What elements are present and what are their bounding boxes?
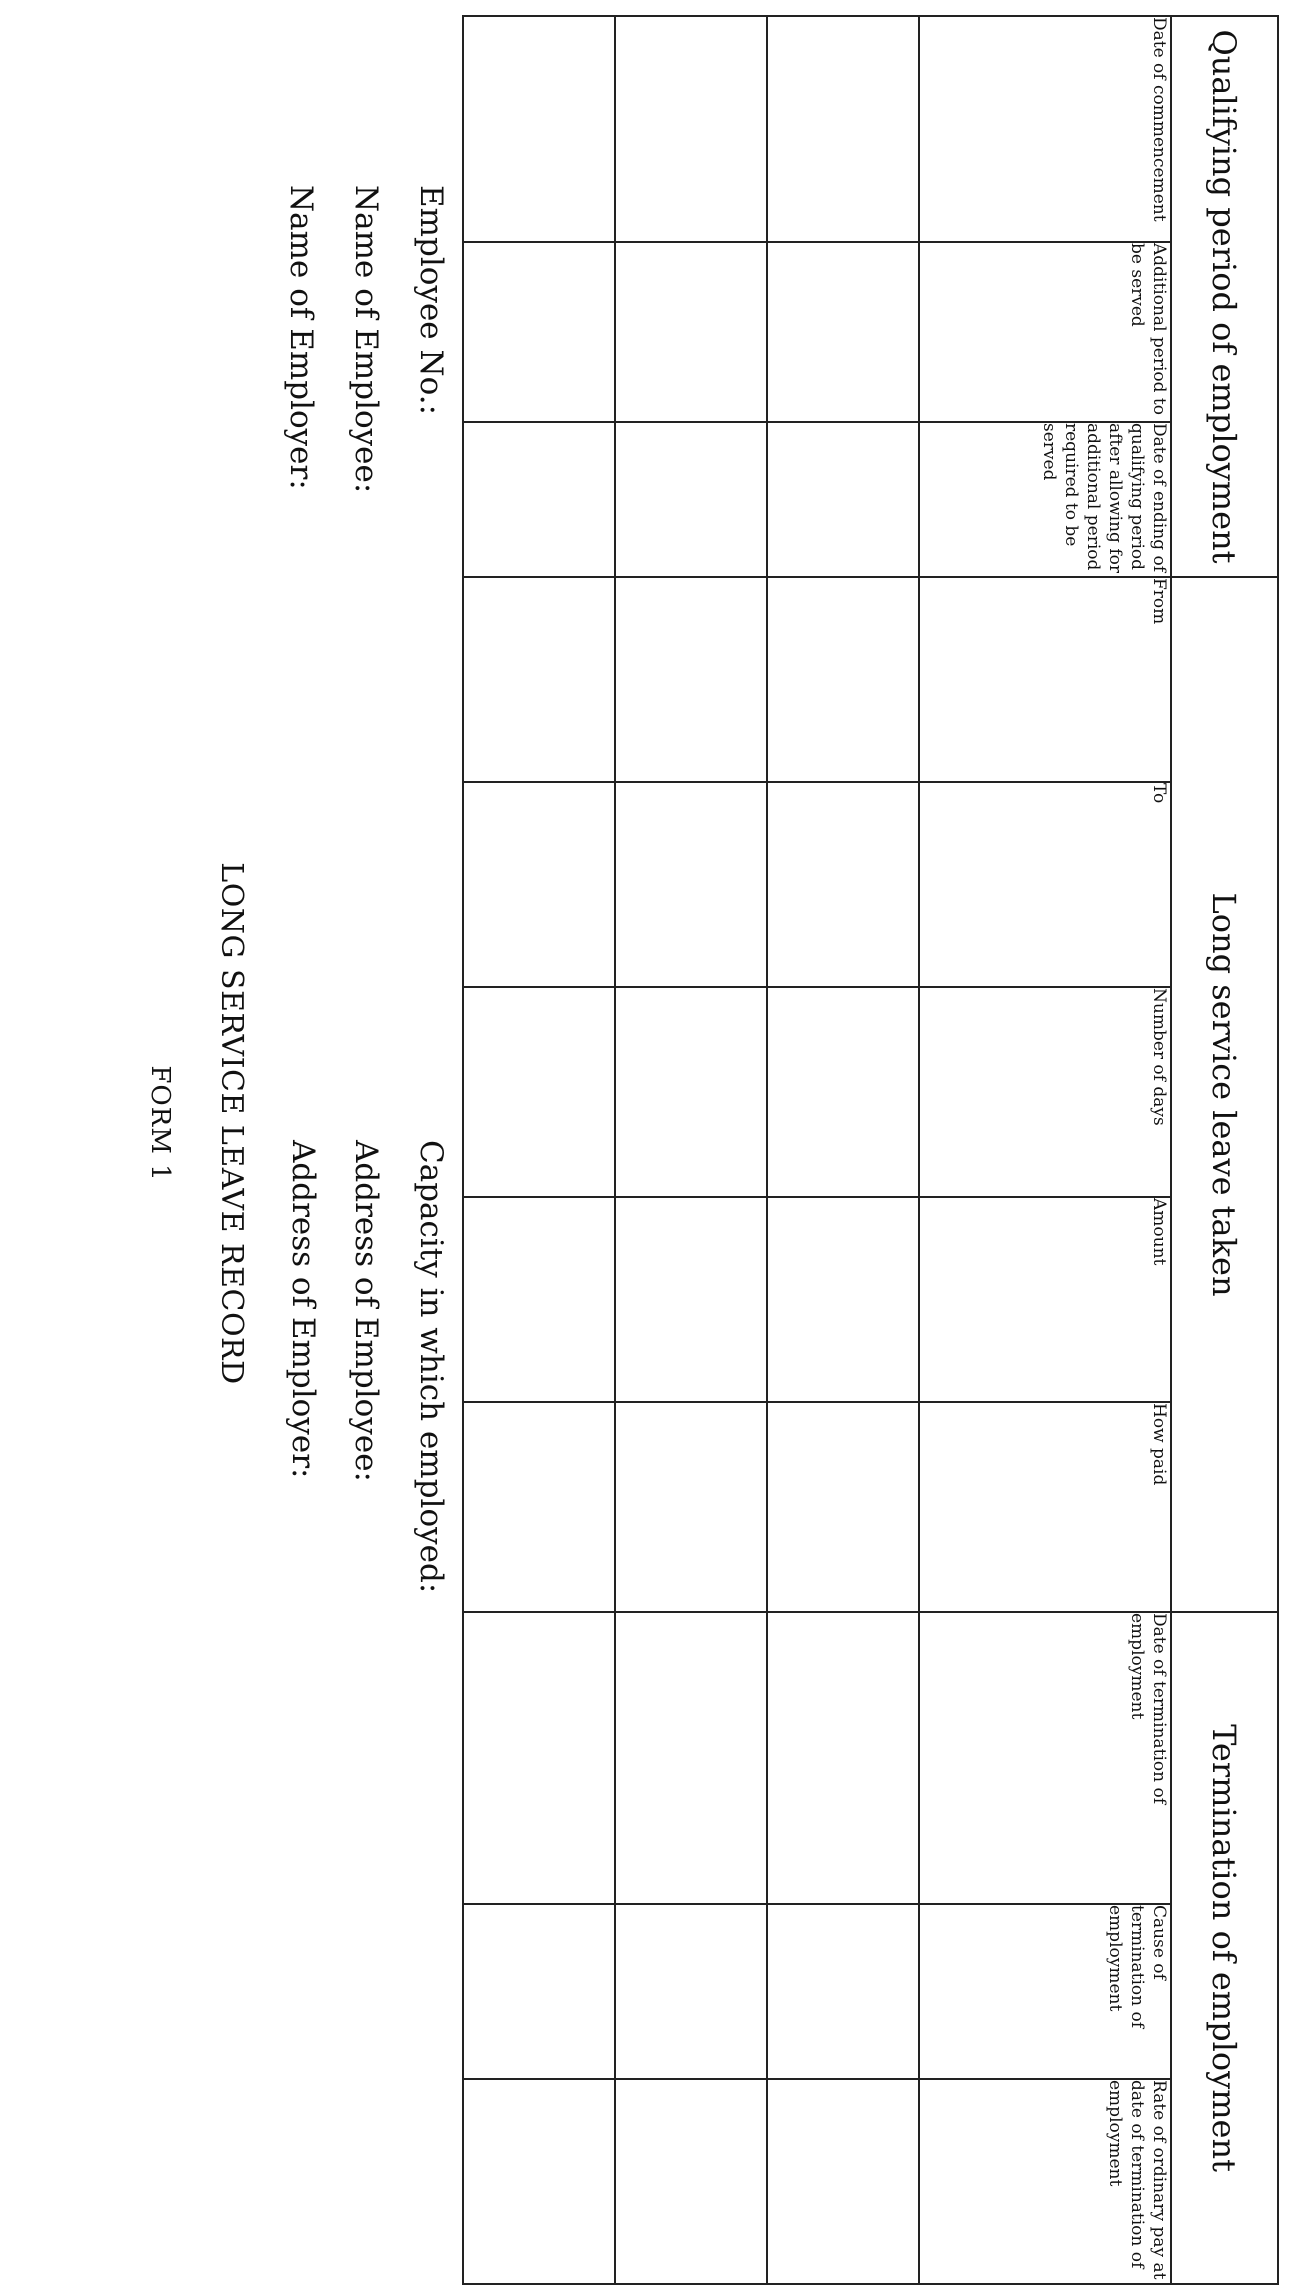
how-paid-cell[interactable] (463, 1402, 615, 1612)
group-header-row (1171, 16, 1278, 2284)
termination-date-cell[interactable] (767, 1612, 919, 1904)
column-header-row (919, 16, 1171, 2284)
how-paid-cell[interactable] (615, 1402, 767, 1612)
amount-cell[interactable] (463, 1197, 615, 1402)
col-date-of-commencement: Date of commencement (919, 16, 1171, 242)
address-of-employer-label: Address of Employer: (285, 1140, 321, 1479)
col-rate-of-pay: Rate of ordinary pay at date of termination of employment (919, 2079, 1171, 2284)
data-row (615, 16, 767, 2284)
col-date-of-ending: Date of ending of qualifying period after allowing for additional period required to be served (919, 422, 1171, 577)
ending-date-cell[interactable] (615, 422, 767, 577)
to-cell[interactable] (615, 782, 767, 987)
from-cell[interactable] (615, 577, 767, 782)
termination-cause-cell[interactable] (463, 1904, 615, 2079)
termination-rate-cell[interactable] (615, 2079, 767, 2284)
name-of-employee-label: Name of Employee: (348, 185, 384, 494)
employee-no-label: Employee No.: (413, 185, 449, 416)
col-number-of-days: Number of days (919, 987, 1171, 1197)
termination-cause-cell[interactable] (615, 1904, 767, 2079)
col-cause-of-termination: Cause of termination of employment (919, 1904, 1171, 2079)
to-cell[interactable] (463, 782, 615, 987)
days-cell[interactable] (463, 987, 615, 1197)
days-cell[interactable] (615, 987, 767, 1197)
commencement-cell[interactable] (615, 16, 767, 242)
leave-record-table (462, 15, 1279, 2285)
col-from: From (919, 577, 1171, 782)
amount-cell[interactable] (615, 1197, 767, 1402)
address-of-employee-label: Address of Employee: (348, 1140, 384, 1482)
col-additional-period: Additional period to be served (919, 242, 1171, 422)
termination-rate-cell[interactable] (767, 2079, 919, 2284)
col-amount: Amount (919, 1197, 1171, 1402)
group-leave-taken: Long service leave taken (1171, 577, 1278, 1612)
group-qualifying-period: Qualifying period of employment (1171, 16, 1278, 577)
from-cell[interactable] (767, 577, 919, 782)
to-cell[interactable] (767, 782, 919, 987)
form-number: FORM 1 (145, 1065, 175, 1182)
termination-rate-cell[interactable] (463, 2079, 615, 2284)
days-cell[interactable] (767, 987, 919, 1197)
data-row (767, 16, 919, 2284)
col-how-paid: How paid (919, 1402, 1171, 1612)
from-cell[interactable] (463, 577, 615, 782)
col-to: To (919, 782, 1171, 987)
commencement-cell[interactable] (767, 16, 919, 242)
capacity-label: Capacity in which employed: (413, 1140, 449, 1594)
ending-date-cell[interactable] (463, 422, 615, 577)
termination-cause-cell[interactable] (767, 1904, 919, 2079)
additional-period-cell[interactable] (767, 242, 919, 422)
group-termination: Termination of employment (1171, 1612, 1278, 2284)
how-paid-cell[interactable] (767, 1402, 919, 1612)
additional-period-cell[interactable] (615, 242, 767, 422)
col-date-of-termination: Date of termination of employment (919, 1612, 1171, 1904)
ending-date-cell[interactable] (767, 422, 919, 577)
amount-cell[interactable] (767, 1197, 919, 1402)
additional-period-cell[interactable] (463, 242, 615, 422)
termination-date-cell[interactable] (615, 1612, 767, 1904)
form-title: LONG SERVICE LEAVE RECORD (214, 862, 249, 1385)
termination-date-cell[interactable] (463, 1612, 615, 1904)
data-row (463, 16, 615, 2284)
commencement-cell[interactable] (463, 16, 615, 242)
name-of-employer-label: Name of Employer: (283, 185, 319, 490)
